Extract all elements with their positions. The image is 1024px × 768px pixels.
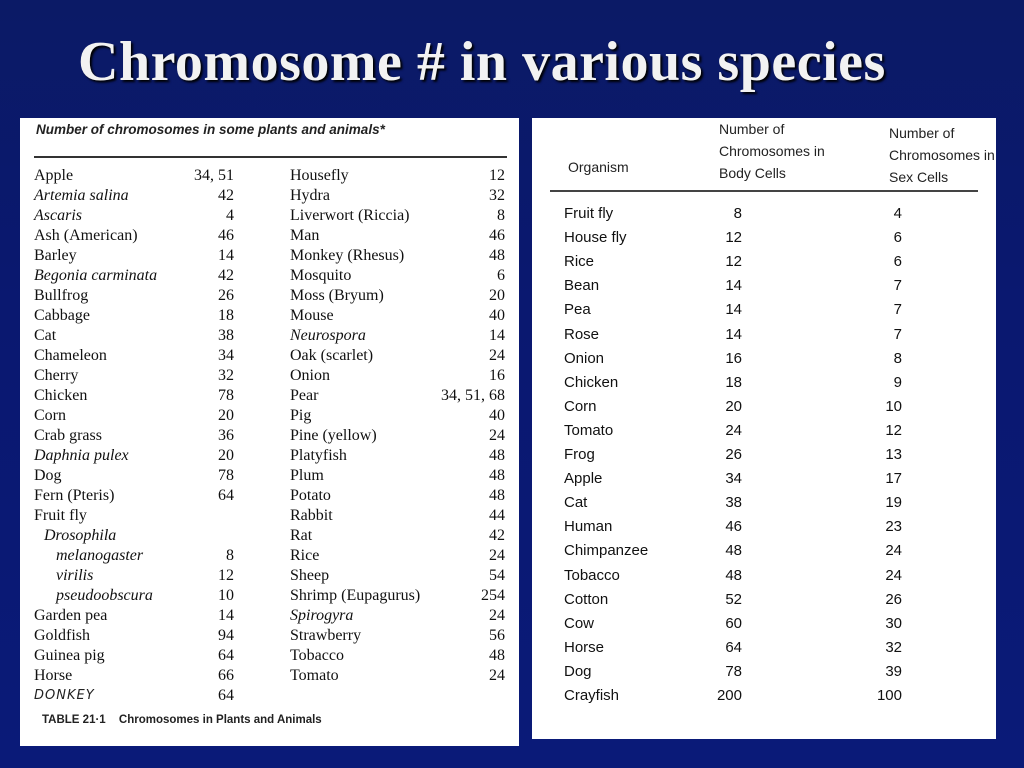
table-row	[532, 395, 996, 419]
organism-name: Frog	[564, 446, 595, 463]
organism-name: Chimpanzee	[564, 542, 649, 560]
table-row	[532, 298, 996, 322]
species-name: Mouse	[290, 307, 334, 324]
chromosome-count: 8	[497, 207, 505, 224]
right-table-rule	[550, 190, 978, 192]
species-name: Ash (American)	[34, 227, 138, 244]
species-name: Pig	[290, 407, 312, 424]
species-name: Fruit fly	[34, 507, 87, 524]
species-name: Platyfish	[290, 447, 347, 464]
species-name: Daphnia pulex	[34, 447, 129, 464]
table-row	[532, 202, 996, 226]
species-name: DONKEY	[34, 688, 95, 703]
organism-name: Horse	[564, 638, 605, 656]
sex-cell-count: 100	[876, 687, 902, 704]
species-name: Strawberry	[290, 627, 362, 644]
sex-cell-count: 26	[885, 590, 902, 608]
chromosome-count: 66	[218, 667, 234, 684]
body-cell-count: 14	[725, 301, 742, 319]
body-cell-count: 46	[725, 518, 742, 536]
species-name: Bullfrog	[34, 287, 89, 304]
chromosome-count: 34, 51	[194, 167, 234, 184]
chromosome-count: 14	[489, 327, 505, 344]
species-name: Spirogyra	[290, 607, 354, 624]
species-name: Crab grass	[34, 427, 102, 444]
chromosome-count: 6	[497, 267, 505, 284]
sex-cell-count: 7	[893, 277, 902, 295]
species-name: Cabbage	[34, 307, 90, 324]
body-cell-count: 78	[725, 662, 742, 680]
chromosome-count: 8	[226, 547, 234, 564]
organism-name: Onion	[564, 349, 605, 367]
table-row	[532, 636, 996, 660]
sex-cell-count: 23	[885, 518, 902, 536]
species-name: virilis	[56, 567, 94, 584]
body-cell-count: 12	[725, 253, 742, 271]
sex-cell-count: 10	[885, 397, 902, 415]
table-row	[532, 371, 996, 395]
header-body-cells: Number of Chromosomes in Body Cells	[719, 121, 825, 181]
chromosome-count: 12	[218, 567, 234, 584]
table-row	[532, 467, 996, 491]
sex-cell-count: 19	[885, 494, 902, 512]
table-row	[532, 250, 996, 274]
body-cell-count: 60	[725, 614, 742, 632]
chromosome-count: 26	[218, 287, 234, 304]
chromosome-count: 54	[489, 567, 505, 584]
species-name: Plum	[290, 467, 324, 484]
organism-name: Pea	[564, 301, 591, 319]
species-name: Begonia carminata	[34, 267, 158, 284]
species-name: Guinea pig	[34, 647, 105, 664]
table-row	[532, 515, 996, 539]
species-name: Chameleon	[34, 347, 107, 364]
body-cell-count: 52	[725, 590, 742, 608]
chromosome-count: 32	[489, 187, 505, 204]
sex-cell-count: 32	[885, 638, 902, 656]
chromosome-count: 24	[489, 547, 505, 564]
sex-cell-count: 8	[893, 349, 902, 367]
body-cell-count: 16	[725, 349, 742, 367]
chromosome-count: 24	[489, 667, 505, 684]
species-name: Pine (yellow)	[290, 427, 377, 444]
body-cell-count: 38	[725, 494, 742, 512]
species-name: melanogaster	[56, 547, 144, 564]
species-name: Barley	[34, 247, 77, 264]
sex-cell-count: 17	[885, 470, 902, 488]
species-name: pseudoobscura	[56, 587, 153, 604]
chromosome-count: 20	[489, 287, 505, 304]
body-cell-count: 14	[725, 277, 742, 295]
species-name: Cherry	[34, 367, 79, 384]
species-name: Onion	[290, 367, 330, 384]
body-cell-count: 8	[733, 205, 742, 222]
slide-title: Chromosome # in various species	[78, 31, 886, 93]
species-name: Apple	[34, 167, 74, 184]
chromosome-count: 12	[489, 167, 505, 184]
body-cell-count: 48	[725, 566, 742, 584]
organism-name: Corn	[564, 397, 597, 415]
species-name: Horse	[34, 667, 73, 684]
species-name: Man	[290, 227, 320, 244]
organism-name: Apple	[564, 470, 603, 488]
body-cell-count: 48	[725, 542, 742, 560]
species-name: Hydra	[290, 187, 330, 204]
organism-name: Rose	[564, 325, 600, 343]
chromosome-count: 64	[218, 647, 234, 664]
sex-cell-count: 7	[893, 301, 902, 319]
body-cell-count: 12	[725, 229, 742, 247]
species-name: Housefly	[290, 167, 349, 184]
chromosome-count: 40	[489, 307, 505, 324]
table-row	[532, 419, 996, 443]
chromosome-count: 24	[489, 347, 505, 364]
body-cell-count: 14	[725, 325, 742, 343]
species-name: Tobacco	[290, 647, 344, 664]
table-row	[532, 539, 996, 563]
body-cell-count: 18	[725, 373, 742, 391]
chromosome-count: 254	[481, 587, 505, 604]
table-row	[532, 274, 996, 298]
species-name: Cat	[34, 327, 57, 344]
header-sex-cells: Number of Chromosomes in Sex Cells	[889, 125, 995, 185]
organism-name: Rice	[564, 253, 595, 271]
table-row	[532, 347, 996, 371]
sex-cell-count: 30	[885, 614, 902, 632]
sex-cell-count: 9	[893, 373, 902, 391]
chromosome-count: 42	[218, 267, 234, 284]
sex-cell-count: 6	[893, 253, 902, 271]
chromosome-count: 20	[218, 407, 234, 424]
chromosome-count: 78	[218, 467, 234, 484]
chromosome-count: 56	[489, 627, 505, 644]
organism-name: Fruit fly	[564, 205, 614, 222]
chromosome-count: 94	[218, 627, 234, 644]
chromosome-count: 40	[489, 407, 505, 424]
chromosome-count: 46	[489, 227, 505, 244]
table-row	[532, 226, 996, 250]
sex-cell-count: 13	[885, 446, 902, 463]
species-name: Tomato	[290, 667, 339, 684]
chromosome-count: 16	[489, 367, 505, 384]
organism-name: House fly	[564, 229, 627, 247]
species-name: Dog	[34, 467, 62, 484]
sex-cell-count: 24	[885, 542, 902, 560]
species-name: Shrimp (Eupagurus)	[290, 587, 421, 604]
organism-name: Cow	[564, 614, 595, 632]
species-name: Moss (Bryum)	[290, 287, 384, 304]
species-name: Liverwort (Riccia)	[290, 207, 410, 224]
chromosome-count: 38	[218, 327, 234, 344]
organism-name: Dog	[564, 662, 592, 680]
organism-name: Human	[564, 518, 613, 536]
organism-name: Crayfish	[564, 687, 620, 704]
organism-name: Cotton	[564, 590, 609, 608]
chromosome-count: 64	[218, 687, 234, 704]
chromosome-count: 78	[218, 387, 234, 404]
chromosome-count: 34	[218, 347, 234, 364]
table-row	[532, 684, 996, 708]
body-cell-count: 64	[725, 638, 742, 656]
species-name: Rat	[290, 527, 313, 544]
body-sex-cells-table-image	[532, 118, 996, 739]
chromosome-count: 20	[218, 447, 234, 464]
chromosome-count: 46	[218, 227, 234, 244]
species-name: Goldfish	[34, 627, 90, 644]
species-name: Pear	[290, 387, 319, 404]
species-name: Rabbit	[290, 507, 333, 524]
sex-cell-count: 6	[893, 229, 902, 247]
chromosome-count: 48	[489, 647, 505, 664]
species-name: Sheep	[290, 567, 330, 584]
organism-name: Chicken	[564, 373, 619, 391]
chromosome-count: 42	[489, 527, 505, 544]
species-name: Monkey (Rhesus)	[290, 247, 405, 264]
sex-cell-count: 4	[893, 205, 902, 222]
organism-name: Bean	[564, 277, 600, 295]
sex-cell-count: 12	[885, 421, 902, 439]
chromosome-count: 10	[218, 587, 234, 604]
left-table-rule	[34, 156, 507, 158]
chromosome-count: 42	[218, 187, 234, 204]
table-row	[532, 323, 996, 347]
chromosome-count: 18	[218, 307, 234, 324]
table-caption-title: Chromosomes in Plants and Animals	[118, 714, 322, 726]
species-name: Ascaris	[34, 207, 82, 224]
table-caption-number: TABLE 21·1	[42, 714, 106, 726]
body-cell-count: 24	[725, 421, 742, 439]
species-name: Neurospora	[290, 327, 366, 344]
organism-name: Tobacco	[564, 566, 620, 584]
species-name: Corn	[34, 407, 66, 424]
organism-name: Cat	[564, 494, 588, 512]
body-cell-count: 20	[725, 397, 742, 415]
body-cell-count: 200	[716, 687, 742, 704]
species-name: Drosophila	[44, 527, 117, 544]
species-name: Garden pea	[34, 607, 108, 624]
body-cell-count: 34	[725, 470, 742, 488]
header-organism: Organism	[568, 159, 629, 175]
chromosome-count: 64	[218, 487, 234, 504]
species-name: Mosquito	[290, 267, 352, 284]
table-caption	[42, 714, 322, 726]
table-row	[532, 564, 996, 588]
chromosome-count: 48	[489, 247, 505, 264]
chromosome-count: 34, 51, 68	[441, 387, 505, 404]
species-name: Potato	[290, 487, 331, 504]
chromosome-count: 24	[489, 427, 505, 444]
chromosome-count: 14	[218, 607, 234, 624]
sex-cell-count: 7	[893, 325, 902, 343]
plants-animals-table-image	[20, 118, 519, 746]
chromosome-count: 44	[489, 507, 505, 524]
chromosome-count: 48	[489, 487, 505, 504]
chromosome-count: 14	[218, 247, 234, 264]
species-name: Artemia salina	[34, 187, 129, 204]
species-name: Rice	[290, 547, 320, 564]
organism-name: Tomato	[564, 421, 614, 439]
species-name: Fern (Pteris)	[34, 487, 115, 504]
left-table-heading: Number of chromosomes in some plants and animals*	[36, 122, 385, 137]
table-row	[532, 443, 996, 467]
table-row	[532, 612, 996, 636]
sex-cell-count: 24	[885, 566, 902, 584]
chromosome-count: 36	[218, 427, 234, 444]
body-cell-count: 26	[725, 446, 742, 463]
table-row	[532, 660, 996, 684]
table-row	[532, 491, 996, 515]
chromosome-count: 48	[489, 467, 505, 484]
table-row	[532, 588, 996, 612]
chromosome-count: 24	[489, 607, 505, 624]
species-name: Oak (scarlet)	[290, 347, 374, 364]
chromosome-count: 32	[218, 367, 234, 384]
chromosome-count: 48	[489, 447, 505, 464]
sex-cell-count: 39	[885, 662, 902, 680]
chromosome-count: 4	[226, 207, 234, 224]
species-name: Chicken	[34, 387, 88, 404]
